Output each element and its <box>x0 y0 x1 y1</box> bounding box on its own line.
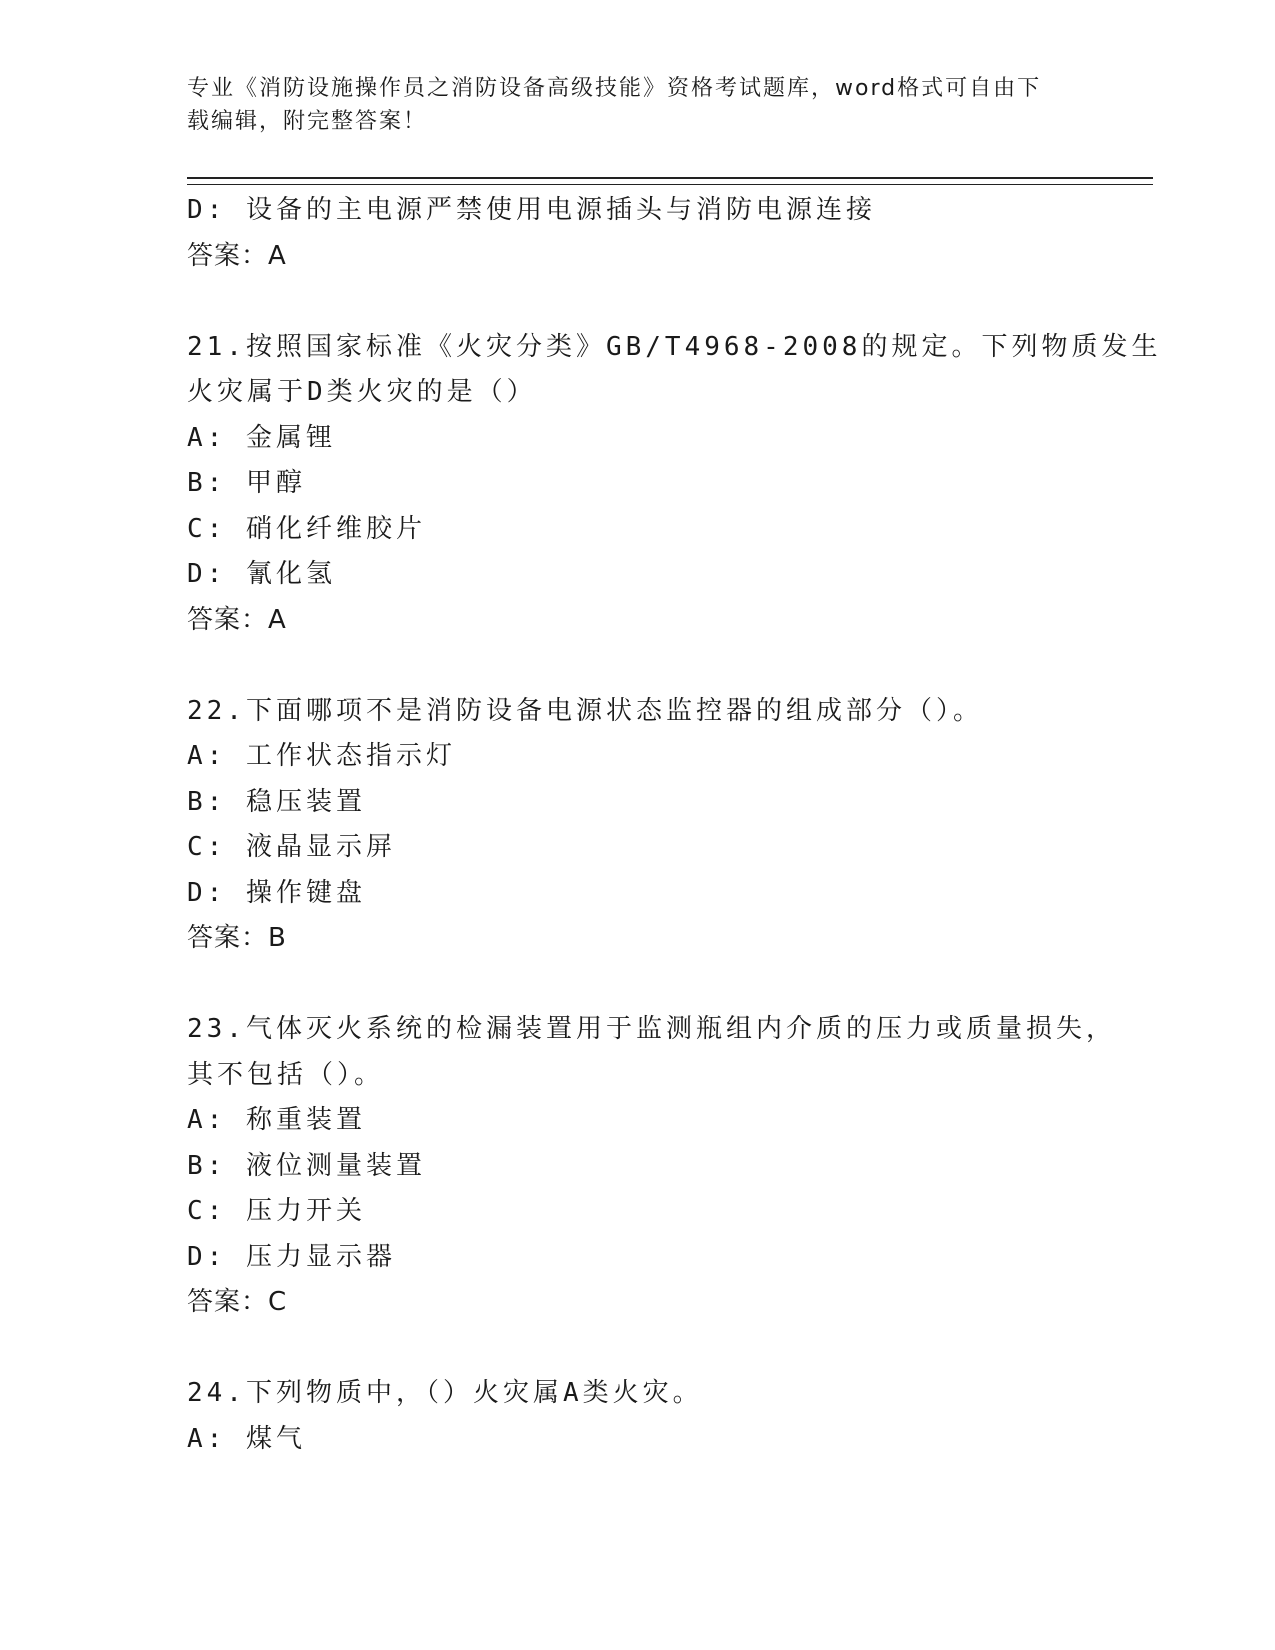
option-a: A: 工作状态指示灯 <box>187 741 456 771</box>
option-a: A: 煤气 <box>187 1423 306 1454</box>
question-stem: 22.下面哪项不是消防设备电源状态监控器的组成部分（）。 <box>187 695 983 726</box>
option-d: D: 氰化氢 <box>187 559 336 589</box>
previous-question-tail <box>187 188 1087 279</box>
question-stem: 21.按照国家标准《火灾分类》GB/T4968-2008的规定。下列物质发生 <box>187 331 1162 362</box>
spacer <box>187 643 1087 689</box>
option-a: A: 金属锂 <box>187 422 336 453</box>
answer-line: 答案：C <box>187 1287 288 1317</box>
answer-line: 答案：B <box>187 923 287 953</box>
question-list <box>187 188 1162 1462</box>
question-21 <box>187 325 1162 644</box>
option-b: B: 甲醇 <box>187 468 306 498</box>
question-stem: 23.气体灭火系统的检漏装置用于监测瓶组内介质的压力或质量损失， <box>187 1014 1116 1044</box>
spacer <box>187 1326 1087 1372</box>
option-a: A: 称重装置 <box>187 1105 366 1135</box>
option-d: D: 压力显示器 <box>187 1241 396 1272</box>
spacer <box>187 279 1087 325</box>
option-d: D: 操作键盘 <box>187 877 366 908</box>
question-stem-continued: 火灾属于D类火灾的是（） <box>187 377 537 407</box>
document-header <box>187 72 1067 138</box>
question-24 <box>187 1371 1087 1462</box>
option-c: C: 压力开关 <box>187 1196 366 1226</box>
question-23 <box>187 1007 1116 1326</box>
spacer <box>187 962 1087 1008</box>
option-b: B: 稳压装置 <box>187 786 366 817</box>
option-c: C: 液晶显示屏 <box>187 832 396 862</box>
header-divider <box>187 177 1153 185</box>
answer-line: 答案：A <box>187 240 287 271</box>
option-c: C: 硝化纤维胶片 <box>187 513 426 544</box>
question-stem-continued: 其不包括（）。 <box>187 1059 385 1090</box>
question-stem: 24.下列物质中，（）火灾属A类火灾。 <box>187 1378 703 1408</box>
option-b: B: 液位测量装置 <box>187 1150 426 1181</box>
answer-line: 答案：A <box>187 604 287 635</box>
question-22 <box>187 689 1087 962</box>
header-line-1: 专业《消防设施操作员之消防设备高级技能》资格考试题库，word格式可自由下 <box>187 76 1042 101</box>
option-d: D: 设备的主电源严禁使用电源插头与消防电源连接 <box>187 195 876 225</box>
header-line-2: 载编辑，附完整答案！ <box>187 109 428 134</box>
